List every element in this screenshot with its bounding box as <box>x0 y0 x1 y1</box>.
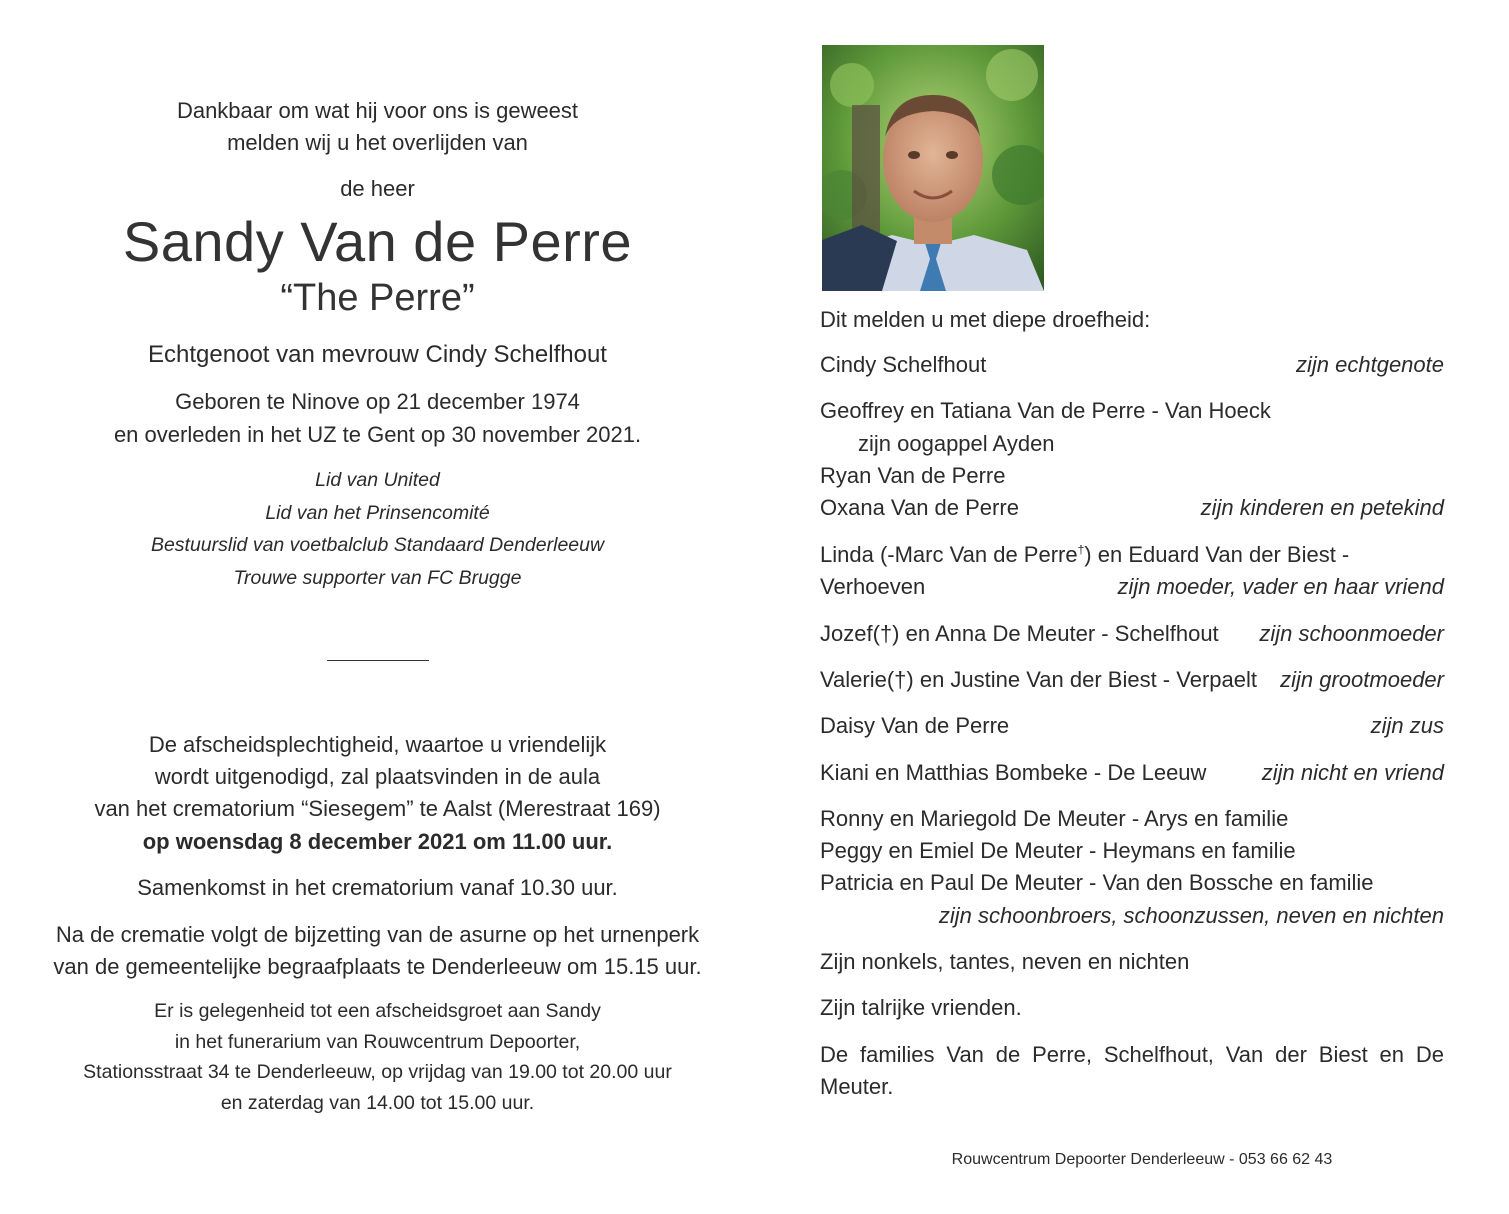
children-line-2: zijn oogappel Ayden <box>858 431 1055 456</box>
grand-relation: zijn grootmoeder <box>1280 667 1444 692</box>
families-line: De families Van de Perre, Schelfhout, Van der Biest en De Meuter. <box>820 1042 1444 1099</box>
inlaw-name: Jozef(†) en Anna De Meuter - Schelfhout <box>820 621 1219 646</box>
footer-funeral-home: Rouwcentrum Depoorter Denderleeuw - 053 66 62 43 <box>951 1151 1333 1168</box>
membership-4: Trouwe supporter van FC Brugge <box>233 567 522 589</box>
sister-row <box>820 710 1444 742</box>
children-line-4: Oxana Van de Perre <box>820 495 1019 520</box>
farewell-line-1: Er is gelegenheid tot een afscheidsgroet aan Sandy <box>154 1000 601 1022</box>
children-line-1: Geoffrey en Tatiana Van de Perre - Van Hoeck <box>820 398 1271 423</box>
parents-part-1: Linda (-Marc Van de Perre <box>820 542 1078 567</box>
divider <box>327 660 429 661</box>
sister-relation: zijn zus <box>1370 713 1444 738</box>
farewell-line-4: en zaterdag van 14.00 tot 15.00 uur. <box>220 1092 535 1114</box>
farewell-line-3: Stationsstraat 34 te Denderleeuw, op vrijdag van 19.00 tot 20.00 uur <box>83 1061 672 1083</box>
children-row <box>820 492 1444 524</box>
deceased-name: Sandy Van de Perre <box>122 210 633 273</box>
children-line-3: Ryan Van de Perre <box>820 463 1006 488</box>
niece-row <box>820 757 1444 789</box>
niece-name: Kiani en Matthias Bombeke - De Leeuw <box>820 760 1207 785</box>
grand-name: Valerie(†) en Justine Van der Biest - Verpaelt <box>820 667 1257 692</box>
died-line: en overleden in het UZ te Gent op 30 november 2021. <box>113 422 642 447</box>
siblings-inlaw-line-3: Patricia en Paul De Meuter - Van den Bossche en familie <box>820 870 1374 895</box>
burial-line-2: van de gemeentelijke begraafplaats te Denderleeuw om 15.15 uur. <box>53 954 702 979</box>
parents-part-2: ) en Eduard Van der Biest - Verhoeven <box>820 542 1350 599</box>
inlaw-relation: zijn schoonmoeder <box>1259 621 1444 646</box>
deceased-nickname: “The Perre” <box>280 277 475 319</box>
friends-line: Zijn talrijke vrienden. <box>820 995 1022 1020</box>
uncles-line: Zijn nonkels, tantes, neven en nichten <box>820 949 1190 974</box>
farewell-line-2: in het funerarium van Rouwcentrum Depoorter, <box>174 1031 581 1053</box>
membership-1: Lid van United <box>315 469 440 491</box>
portrait-photo <box>822 45 1044 291</box>
ceremony-line-1: De afscheidsplechtigheid, waartoe u vriendelijk <box>148 732 607 757</box>
membership-3: Bestuurslid van voetbalclub Standaard Denderleeuw <box>150 534 605 556</box>
gathering-line: Samenkomst in het crematorium vanaf 10.30 uur. <box>137 875 618 900</box>
niece-relation: zijn nicht en vriend <box>1261 760 1444 785</box>
born-line: Geboren te Ninove op 21 december 1974 <box>175 389 580 414</box>
membership-2: Lid van het Prinsencomité <box>265 502 490 524</box>
intro-line-2: melden wij u het overlijden van <box>227 130 528 155</box>
dagger-mark: † <box>1077 542 1085 557</box>
siblings-inlaw-line-2: Peggy en Emiel De Meuter - Heymans en familie <box>820 838 1296 863</box>
parents-relation: zijn moeder, vader en haar vriend <box>1117 574 1444 599</box>
burial-line-1: Na de crematie volgt de bijzetting van de asurne op het urnenperk <box>55 922 700 947</box>
inlaw-row <box>820 618 1444 650</box>
children-relation: zijn kinderen en petekind <box>1200 495 1444 520</box>
spouse-relation: zijn echtgenote <box>1296 352 1444 377</box>
siblings-inlaw-line-1: Ronny en Mariegold De Meuter - Arys en familie <box>820 806 1289 831</box>
sister-name: Daisy Van de Perre <box>820 713 1010 738</box>
ceremony-date: op woensdag 8 december 2021 om 11.00 uur. <box>142 829 613 854</box>
intro-title: de heer <box>340 176 415 201</box>
intro-line-1: Dankbaar om wat hij voor ons is geweest <box>176 98 579 123</box>
spouse-line: Echtgenoot van mevrouw Cindy Schelfhout <box>148 341 607 368</box>
ceremony-line-2: wordt uitgenodigd, zal plaatsvinden in de aula <box>154 764 601 789</box>
spouse-name: Cindy Schelfhout <box>820 352 987 377</box>
announcement-heading: Dit melden u met diepe droefheid: <box>820 307 1151 332</box>
grand-row <box>820 664 1444 696</box>
siblings-inlaw-relation: zijn schoonbroers, schoonzussen, neven en nichten <box>938 903 1444 928</box>
spouse-row <box>820 349 1444 381</box>
ceremony-line-3: van het crematorium “Siesegem” te Aalst (Merestraat 169) <box>94 796 661 821</box>
